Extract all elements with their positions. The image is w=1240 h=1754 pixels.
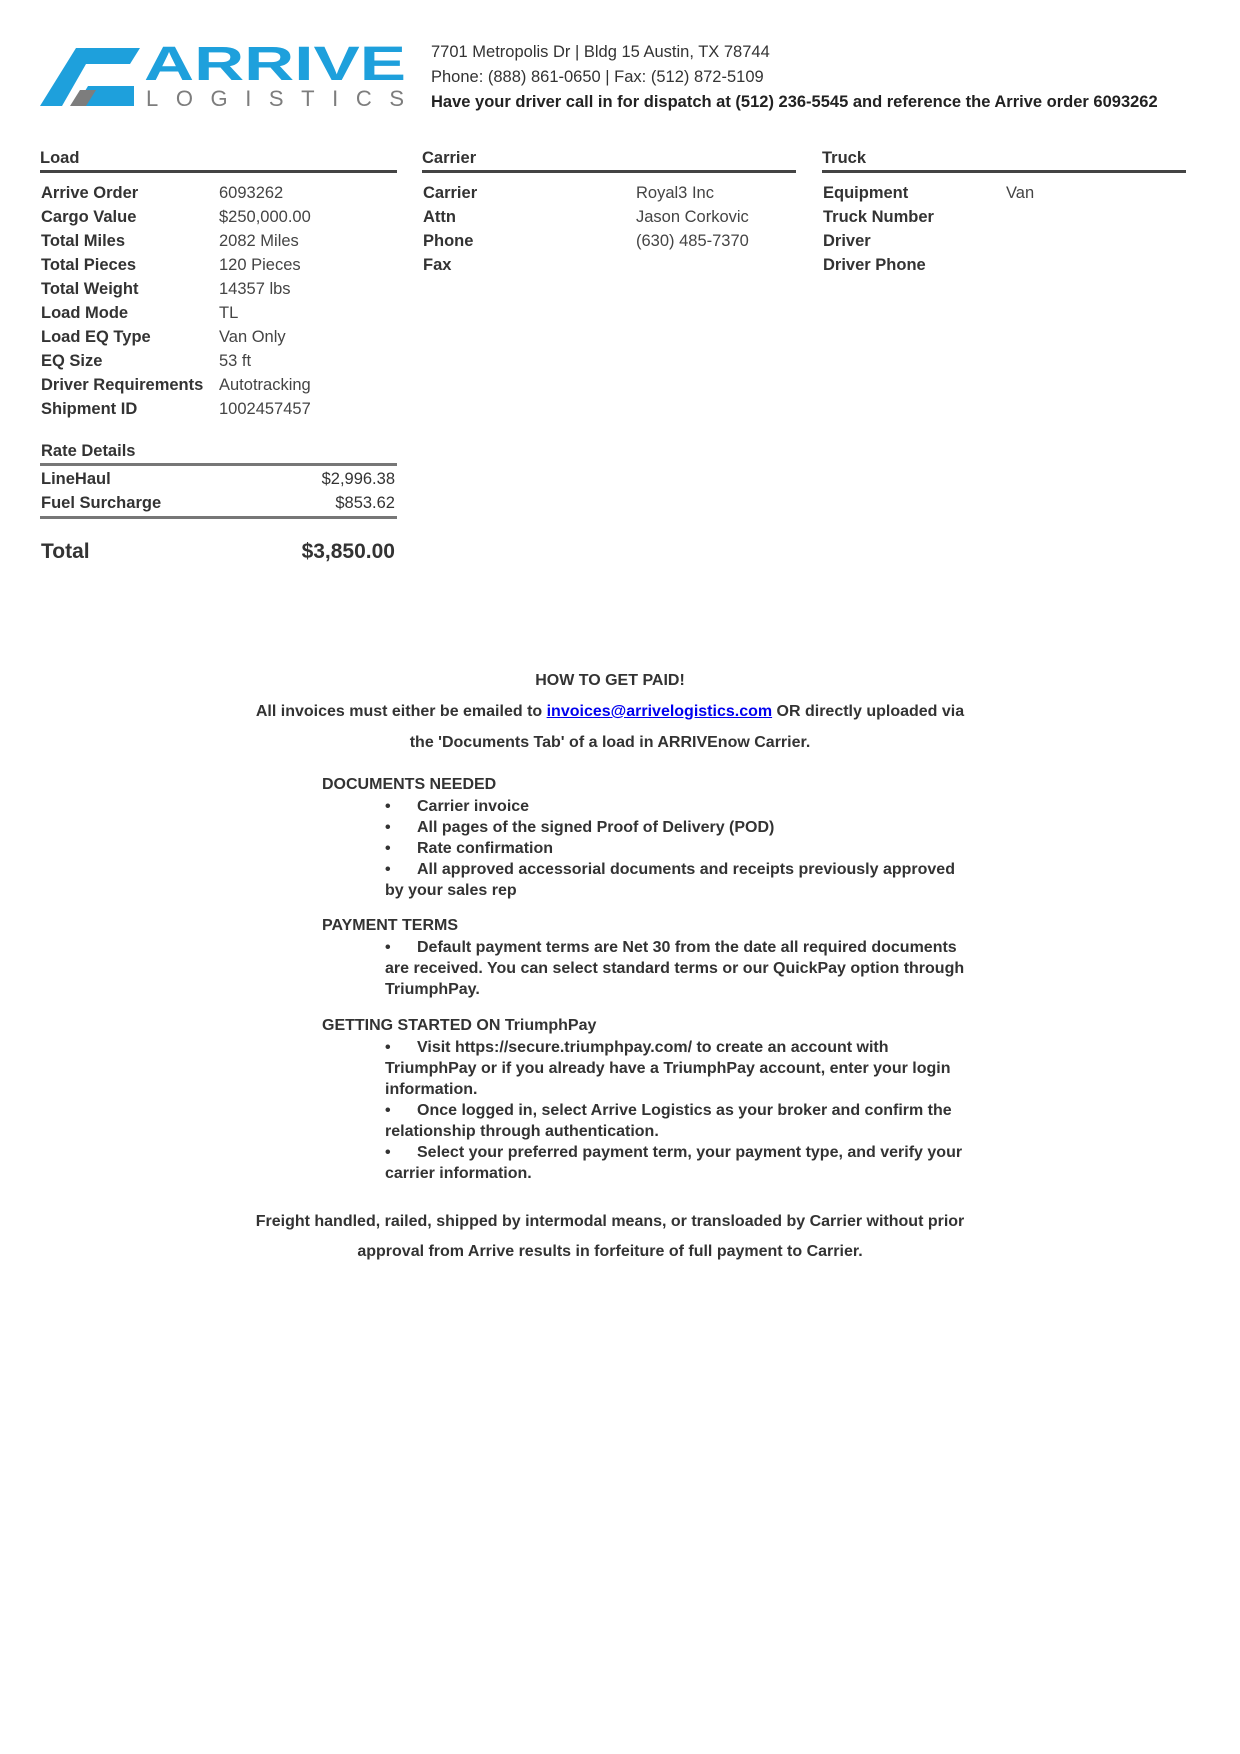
truck-rule: [822, 170, 1186, 173]
rate-row-fuel-surcharge: Fuel Surcharge $853.62: [41, 494, 395, 512]
payment-line-2: the 'Documents Tab' of a load in ARRIVEnow Carrier.: [409, 734, 811, 751]
carrier-row-attn: Attn Jason Corkovic: [423, 208, 749, 226]
load-row-eq-type: Load EQ Type Van Only: [41, 328, 286, 346]
company-info: [431, 40, 1158, 115]
total-label: Total: [41, 540, 90, 563]
getting-started-heading: GETTING STARTED ON TriumphPay: [322, 1017, 597, 1034]
documents-needed-heading: DOCUMENTS NEEDED: [322, 776, 497, 793]
company-address: 7701 Metropolis Dr | Bldg 15 Austin, TX 78744: [431, 43, 770, 61]
bullet: •: [385, 819, 391, 836]
carrier-section-title: Carrier: [422, 149, 477, 167]
start-item: • Visit https://secure.triumphpay.com/ to create an account with TriumphPay or if you already have a TriumphPay account, enter your login information.: [385, 1039, 951, 1098]
payment-heading: HOW TO GET PAID!: [535, 672, 685, 689]
start-item: • Once logged in, select Arrive Logistics as your broker and confirm the relationship through authentication.: [385, 1102, 952, 1140]
arrive-logistics-logo: [40, 44, 410, 114]
rate-rule-top: [40, 463, 397, 466]
carrier-rule: [422, 170, 796, 173]
rate-rule-bottom: [40, 516, 397, 519]
invoices-email-link[interactable]: invoices@arrivelogistics.com: [546, 703, 773, 720]
terms-item: • Default payment terms are Net 30 from the date all required documents are received. You can select standard terms or our QuickPay option through TriumphPay.: [385, 939, 965, 998]
payment-terms-heading: PAYMENT TERMS: [322, 917, 459, 934]
rate-details-title: Rate Details: [41, 442, 136, 460]
doc-item: • All pages of the signed Proof of Delivery (POD): [385, 819, 775, 836]
bullet: •: [385, 861, 391, 878]
load-row-load-mode: Load Mode TL: [41, 304, 239, 322]
load-row-cargo-value: Cargo Value $250,000.00: [41, 208, 311, 226]
doc-item: • Carrier invoice: [385, 798, 530, 815]
load-row-driver-requirements: Driver Requirements Autotracking: [41, 376, 311, 394]
doc-item: • All approved accessorial documents and receipts previously approved by your sales rep: [385, 861, 955, 899]
logo-word: ARRIVE: [144, 44, 406, 91]
dispatch-note: Have your driver call in for dispatch at (512) 236-5545 and reference the Arrive order 6093262: [431, 93, 1158, 111]
documents-list: [385, 796, 975, 901]
payment-line-1: All invoices must either be emailed to invoices@arrivelogistics.com OR directly uploaded via: [255, 703, 965, 720]
bullet: •: [385, 840, 391, 857]
load-row-arrive-order: Arrive Order 6093262: [41, 184, 284, 202]
logo-sub: LOGISTICS: [146, 86, 404, 111]
bullet: •: [385, 1144, 391, 1161]
truck-row-truck-number: Truck Number: [823, 208, 934, 226]
start-item: • Select your preferred payment term, your payment type, and verify your carrier information.: [385, 1144, 963, 1182]
load-rule: [40, 170, 397, 173]
logo-graphic: [40, 44, 410, 114]
bullet: •: [385, 798, 391, 815]
footer-line-2: approval from Arrive results in forfeiture of full payment to Carrier.: [357, 1243, 863, 1260]
load-details: [41, 181, 311, 421]
bullet: •: [385, 1102, 391, 1119]
truck-row-equipment: Equipment Van: [823, 184, 1035, 202]
bullet: •: [385, 1039, 391, 1056]
rate-row-linehaul: LineHaul $2,996.38: [41, 470, 395, 488]
footer-line-1: Freight handled, railed, shipped by intermodal means, or transloaded by Carrier without prior: [255, 1213, 965, 1230]
load-row-total-weight: Total Weight 14357 lbs: [41, 280, 291, 298]
doc-item: • Rate confirmation: [385, 840, 554, 857]
truck-row-driver-phone: Driver Phone: [823, 256, 926, 274]
carrier-row-fax: Fax: [423, 256, 452, 274]
truck-row-driver: Driver: [823, 232, 871, 250]
truck-details: [823, 181, 1034, 277]
load-row-eq-size: EQ Size 53 ft: [41, 352, 252, 370]
load-row-shipment-id: Shipment ID 1002457457: [41, 400, 311, 418]
rate-total-row: [41, 540, 395, 564]
carrier-row-carrier: Carrier Royal3 Inc: [423, 184, 714, 202]
getting-started-list: [385, 1037, 975, 1184]
load-row-total-miles: Total Miles 2082 Miles: [41, 232, 299, 250]
bullet: •: [385, 939, 391, 956]
load-section-title: Load: [40, 149, 80, 167]
payment-terms-list: [385, 937, 975, 1000]
carrier-row-phone: Phone (630) 485-7370: [423, 232, 749, 250]
truck-section-title: Truck: [822, 149, 867, 167]
carrier-details: [423, 181, 749, 277]
total-value: $3,850.00: [301, 540, 395, 563]
load-row-total-pieces: Total Pieces 120 Pieces: [41, 256, 301, 274]
company-phone-fax: Phone: (888) 861-0650 | Fax: (512) 872-5109: [431, 68, 764, 86]
